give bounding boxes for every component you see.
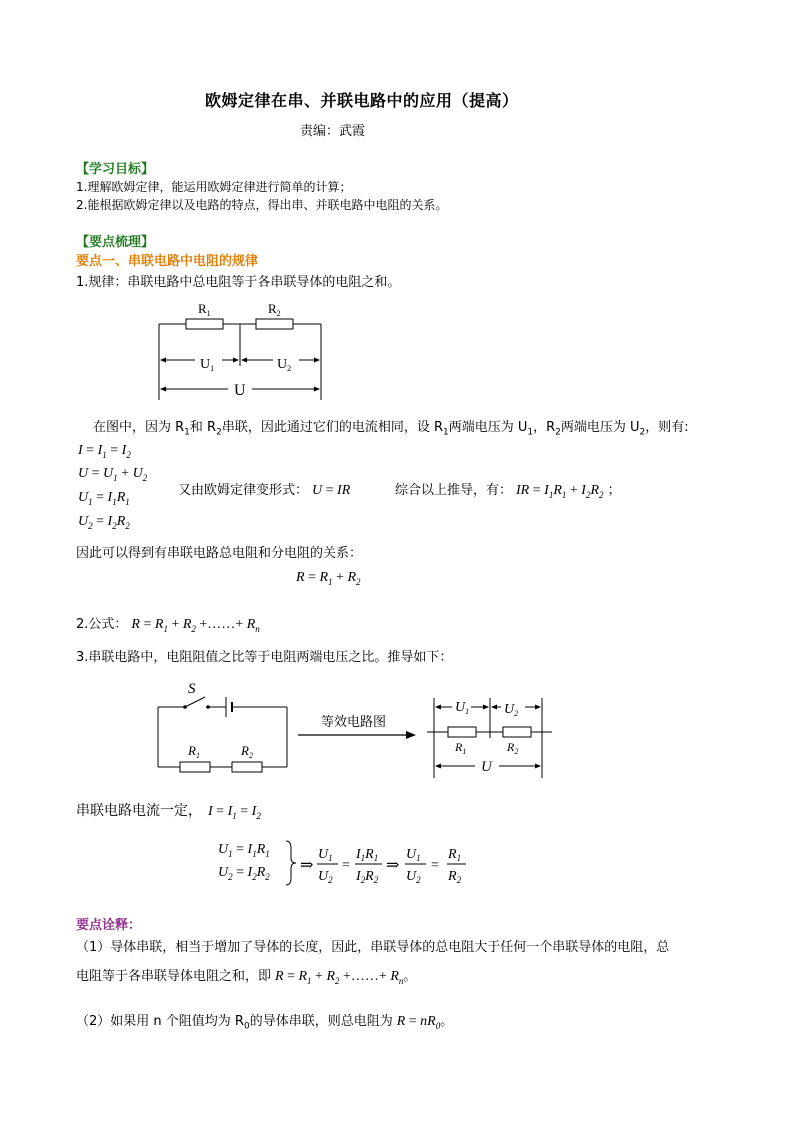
arrowhead (435, 705, 441, 710)
derivation-u2: $U_2 = I_2R_2$ (218, 865, 270, 882)
frac-u2: $U_2$ (406, 869, 421, 885)
frac-i2r2: $I_2R_2$ (356, 869, 379, 885)
note-1-line-2: 电阻等于各串联导体电阻之和，即 $R = R_1 + R_2$ +……+ $R_n$。 (76, 969, 417, 986)
ohm-law-text: 又由欧姆定律变形式： U = IR (178, 483, 351, 498)
equation-u2: $U_2 = I_2R_2$ (78, 514, 130, 531)
point1-title: 要点一、串联电路中电阻的规律 (76, 254, 259, 269)
label-u: U (481, 759, 492, 775)
current-constant-line: 串联电路电流一定， $I = I_1 = I_2$ (76, 803, 261, 821)
arrowhead (435, 764, 441, 769)
frac-i1r1: $I_1R_1$ (356, 847, 379, 863)
arrowhead (491, 705, 497, 710)
arrowhead (535, 764, 541, 769)
switch-terminal (206, 705, 210, 709)
derivation-u1: $U_1 = I_1R_1$ (218, 842, 270, 859)
label-r2: $R_2$ (268, 301, 281, 318)
resistor-r2 (503, 727, 531, 737)
label-s: S (188, 681, 196, 697)
equals-sign: = (431, 858, 439, 873)
resistor-r1 (186, 319, 223, 329)
resistor-r2 (256, 319, 293, 329)
frac-u1: $U_1$ (318, 847, 333, 863)
arrowhead (483, 705, 489, 710)
label-u2: $U_2$ (277, 357, 292, 373)
objective-item: 1.理解欧姆定律，能运用欧姆定律进行简单的计算； (76, 180, 352, 194)
ratio-derivation (298, 842, 478, 886)
therefore-text: 因此可以得到有串联电路总电阻和分电阻的关系： (76, 546, 363, 561)
explanation-paragraph: 在图中，因为 $R_1$和 $R_2$串联，因此通过它们的电流相同，设 $R_1$两端电压为 $U_1$，$R_2$两端电压为 $U_2$，则有: (93, 420, 689, 438)
page-title: 欧姆定律在串、并联电路中的应用（提高） (205, 91, 519, 110)
label-u1: $U_1$ (455, 700, 470, 716)
arrowhead (314, 387, 320, 392)
label-r2: $R_2$ (241, 743, 253, 760)
switch-s (185, 697, 205, 707)
rule-text: 1.规律：串联电路中总电阻等于各串联导体的电阻之和。 (76, 275, 401, 290)
formula-line: 2.公式： $R = R_1 + R_2$ +……+ $R_n$ (76, 617, 260, 634)
label-r1: $R_1$ (198, 301, 211, 318)
label-r2: $R_2$ (507, 740, 519, 756)
label-u1: $U_1$ (200, 357, 215, 373)
arrow-head (406, 731, 416, 739)
editor-credit: 责编：武霞 (300, 124, 366, 139)
arrowhead (535, 705, 541, 710)
equals-sign: = (342, 858, 350, 873)
label-u: U (234, 382, 246, 399)
equation-u1: $U_1 = I_1R_1$ (78, 490, 130, 507)
arrowhead (160, 358, 166, 363)
label-r1: $R_1$ (188, 743, 200, 760)
frac-r1: $R_1$ (448, 847, 462, 863)
switch-terminal (183, 705, 187, 709)
label-r1: $R_1$ (455, 740, 467, 756)
equivalent-circuit-label: 等效电路图 (321, 715, 387, 730)
objectives-heading: 【学习目标】 (76, 162, 155, 177)
resistor-r2 (232, 762, 262, 772)
right-brace (285, 840, 297, 886)
note-2: （2）如果用 n 个阻值均为 $R_0$的导体串联，则总电阻为 $R = nR_0$。 (76, 1014, 454, 1032)
arrowhead (233, 358, 239, 363)
implies-icon: ⇒ (386, 857, 400, 874)
arrowhead (241, 358, 247, 363)
total-resistance-equation: $R = R_1 + R_2$ (296, 570, 361, 587)
resistor-r1 (180, 762, 210, 772)
label-u2: $U_2$ (504, 702, 519, 718)
frac-r2: $R_2$ (448, 869, 462, 885)
arrowhead (314, 358, 320, 363)
arrowhead (160, 387, 166, 392)
equivalent-circuit-diagram (425, 692, 555, 784)
equivalent-arrow (296, 728, 420, 742)
equation-voltage: $U = U_1 + U_2$ (78, 466, 148, 483)
key-points-heading: 【要点梳理】 (76, 235, 155, 250)
equation-current: $I = I_1 = I_2$ (78, 443, 131, 460)
notes-heading: 要点诠释： (76, 918, 142, 933)
frac-u1: $U_1$ (406, 847, 421, 863)
frac-u2: $U_2$ (318, 869, 333, 885)
objective-item: 2.能根据欧姆定律以及电路的特点，得出串、并联电路中电阻的关系。 (76, 198, 448, 212)
note-1-line-1: （1）导体串联，相当于增加了导体的长度，因此，串联导体的总电阻大于任何一个串联导体的电阻，总 (76, 940, 670, 955)
implies-icon: ⇒ (300, 857, 314, 874)
combine-text: 综合以上推导，有： IR = $I_1R_1 + I_2R_2$ ； (395, 483, 621, 500)
series-circuit-diagram (150, 296, 330, 406)
resistor-r1 (448, 727, 476, 737)
ratio-text: 3.串联电路中，电阻阻值之比等于电阻两端电压之比。推导如下： (76, 650, 453, 665)
switch-circuit-diagram (150, 675, 295, 780)
